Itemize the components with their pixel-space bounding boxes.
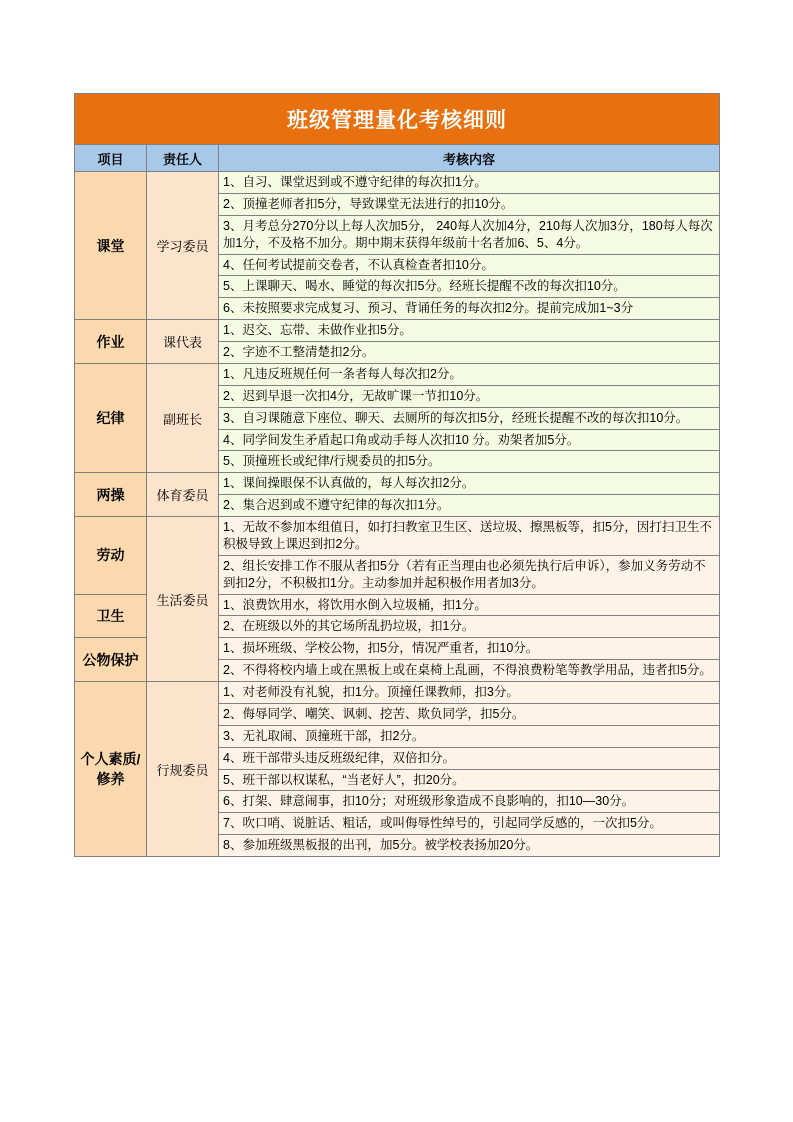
person-cell-tiyu: 体育委员 <box>147 473 219 517</box>
table-row <box>75 682 720 704</box>
category-cell-geren: 个人素质/修养 <box>75 682 147 857</box>
content-cell: 4、任何考试提前交卷者，不认真检查者扣10分。 <box>219 254 720 276</box>
content-cell: 1、无故不参加本组值日，如打扫教室卫生区、送垃圾、擦黑板等，扣5分，因打扫卫生不积极导致上课迟到扣2分。 <box>219 517 720 556</box>
content-cell: 7、吹口哨、说脏话、粗话，或叫侮辱性绰号的，引起同学反感的，一次扣5分。 <box>219 813 720 835</box>
category-cell-laodong: 劳动 <box>75 517 147 595</box>
category-cell-zuoye: 作业 <box>75 320 147 364</box>
content-cell: 8、参加班级黑板报的出刊，加5分。被学校表扬加20分。 <box>219 835 720 857</box>
table-row <box>75 473 720 495</box>
content-cell: 2、字迹不工整清楚扣2分。 <box>219 342 720 364</box>
category-cell-gongwu: 公物保护 <box>75 638 147 682</box>
content-cell: 3、无礼取闹、顶撞班干部，扣2分。 <box>219 725 720 747</box>
content-cell: 1、凡违反班规任何一条者每人每次扣2分。 <box>219 363 720 385</box>
content-cell: 5、顶撞班长或纪律/行规委员的扣5分。 <box>219 451 720 473</box>
content-cell: 2、在班级以外的其它场所乱扔垃圾，扣1分。 <box>219 616 720 638</box>
content-cell: 4、班干部带头违反班级纪律，双倍扣分。 <box>219 747 720 769</box>
content-cell: 1、自习、课堂迟到或不遵守纪律的每次扣1分。 <box>219 172 720 194</box>
content-cell: 1、迟交、忘带、未做作业扣5分。 <box>219 320 720 342</box>
person-cell-xinggui: 行规委员 <box>147 682 219 857</box>
content-cell: 1、浪费饮用水，将饮用水倒入垃圾桶，扣1分。 <box>219 594 720 616</box>
content-cell: 2、顶撞老师者扣5分，导致课堂无法进行的扣10分。 <box>219 193 720 215</box>
content-cell: 2、侮辱同学、嘲笑、讽刺、挖苦、欺负同学，扣5分。 <box>219 703 720 725</box>
content-cell: 2、迟到早退一次扣4分，无故旷课一节扣10分。 <box>219 385 720 407</box>
title-row <box>75 94 720 145</box>
category-cell-ketang: 课堂 <box>75 172 147 320</box>
content-cell: 6、打架、肆意闹事，扣10分；对班级形象造成不良影响的，扣10—30分。 <box>219 791 720 813</box>
person-cell-xuexi: 学习委员 <box>147 172 219 320</box>
content-cell: 1、课间操眼保不认真做的，每人每次扣2分。 <box>219 473 720 495</box>
header-category: 项目 <box>75 145 147 172</box>
header-row <box>75 145 720 172</box>
person-cell-fubanzhang: 副班长 <box>147 363 219 472</box>
category-cell-weisheng: 卫生 <box>75 594 147 638</box>
content-cell: 2、不得将校内墙上或在黑板上或在桌椅上乱画，不得浪费粉笔等教学用品，违者扣5分。 <box>219 660 720 682</box>
assessment-table <box>74 93 720 857</box>
content-cell: 2、集合迟到或不遵守纪律的每次扣1分。 <box>219 495 720 517</box>
content-cell: 6、未按照要求完成复习、预习、背诵任务的每次扣2分。提前完成加1~3分 <box>219 298 720 320</box>
content-cell: 2、组长安排工作不服从者扣5分（若有正当理由也必须先执行后申诉），参加义务劳动不到扣2分，不积极扣1分。主动参加并起积极作用者加3分。 <box>219 555 720 594</box>
table-row <box>75 320 720 342</box>
content-cell: 4、同学间发生矛盾起口角或动手每人次扣10 分。劝架者加5分。 <box>219 429 720 451</box>
content-cell: 1、对老师没有礼貌，扣1分。顶撞任课教师，扣3分。 <box>219 682 720 704</box>
header-content: 考核内容 <box>219 145 720 172</box>
content-cell: 5、班干部以权谋私，“当老好人”，扣20分。 <box>219 769 720 791</box>
table-row <box>75 172 720 194</box>
header-person: 责任人 <box>147 145 219 172</box>
content-cell: 3、自习课随意下座位、聊天、去厕所的每次扣5分，经班长提醒不改的每次扣10分。 <box>219 407 720 429</box>
table-row <box>75 517 720 556</box>
content-cell: 1、损坏班级、学校公物，扣5分，情况严重者，扣10分。 <box>219 638 720 660</box>
assessment-sheet <box>74 93 719 857</box>
table-row <box>75 363 720 385</box>
page-title: 班级管理量化考核细则 <box>75 94 720 145</box>
content-cell: 5、上课聊天、喝水、睡觉的每次扣5分。经班长提醒不改的每次扣10分。 <box>219 276 720 298</box>
content-cell: 3、月考总分270分以上每人次加5分， 240每人次加4分，210每人次加3分，180每人每次加1分，不及格不加分。期中期末获得年级前十名者加6、5、4分。 <box>219 215 720 254</box>
person-cell-kedaibiao: 课代表 <box>147 320 219 364</box>
category-cell-jilv: 纪律 <box>75 363 147 472</box>
category-cell-liangcao: 两操 <box>75 473 147 517</box>
person-cell-shenghuo: 生活委员 <box>147 517 219 682</box>
